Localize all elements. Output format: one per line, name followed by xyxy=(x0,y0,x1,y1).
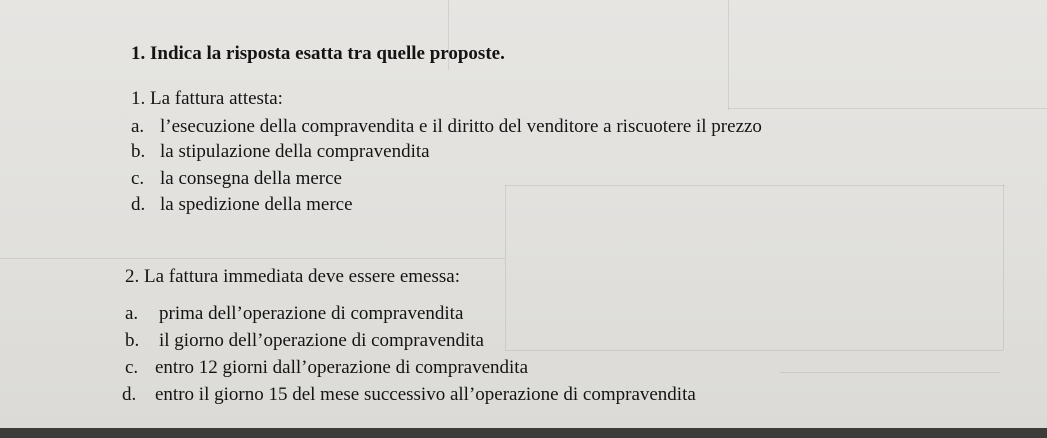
question-1-option-c[interactable] xyxy=(0,168,342,190)
option-letter: b. xyxy=(131,141,146,162)
bleed-line xyxy=(505,350,1003,351)
question-2-option-a[interactable] xyxy=(0,303,463,325)
option-letter: d. xyxy=(122,384,137,405)
question-2-stem: 2. La fattura immediata deve essere emessa: xyxy=(125,266,460,287)
option-letter: c. xyxy=(131,168,145,189)
bleed-line xyxy=(1003,185,1004,350)
bleed-line xyxy=(728,0,729,110)
question-2-option-b[interactable] xyxy=(0,330,484,352)
question-1-stem: 1. La fattura attesta: xyxy=(131,88,283,109)
option-letter: d. xyxy=(131,194,146,215)
option-text: il giorno dell’operazione di compravendita xyxy=(159,330,484,351)
bleed-line xyxy=(505,185,506,350)
bleed-line xyxy=(505,185,1005,186)
option-letter: c. xyxy=(125,357,139,378)
option-text: la stipulazione della compravendita xyxy=(160,141,430,162)
option-text: la consegna della merce xyxy=(160,168,342,189)
option-letter: b. xyxy=(125,330,140,351)
exercise-title: 1. Indica la risposta esatta tra quelle proposte. xyxy=(131,43,505,64)
question-1-option-d[interactable] xyxy=(0,194,353,216)
bleed-line xyxy=(0,258,505,259)
option-letter: a. xyxy=(125,303,139,324)
question-1-option-a[interactable] xyxy=(0,116,762,138)
option-text: prima dell’operazione di compravendita xyxy=(159,303,464,324)
question-2-option-d[interactable] xyxy=(0,384,696,406)
question-1-option-b[interactable] xyxy=(0,141,430,163)
question-2-option-c[interactable] xyxy=(0,357,528,379)
bleed-line xyxy=(728,108,1047,109)
option-text: l’esecuzione della compravendita e il diritto del venditore a riscuotere il prezzo xyxy=(160,116,762,137)
option-letter: a. xyxy=(131,116,145,137)
bleed-line xyxy=(780,372,1000,373)
option-text: entro 12 giorni dall’operazione di compravendita xyxy=(155,357,529,378)
option-text: la spedizione della merce xyxy=(160,194,353,215)
page-edge-shadow xyxy=(0,428,1047,438)
option-text: entro il giorno 15 del mese successivo all’operazione di compravendita xyxy=(155,384,696,405)
